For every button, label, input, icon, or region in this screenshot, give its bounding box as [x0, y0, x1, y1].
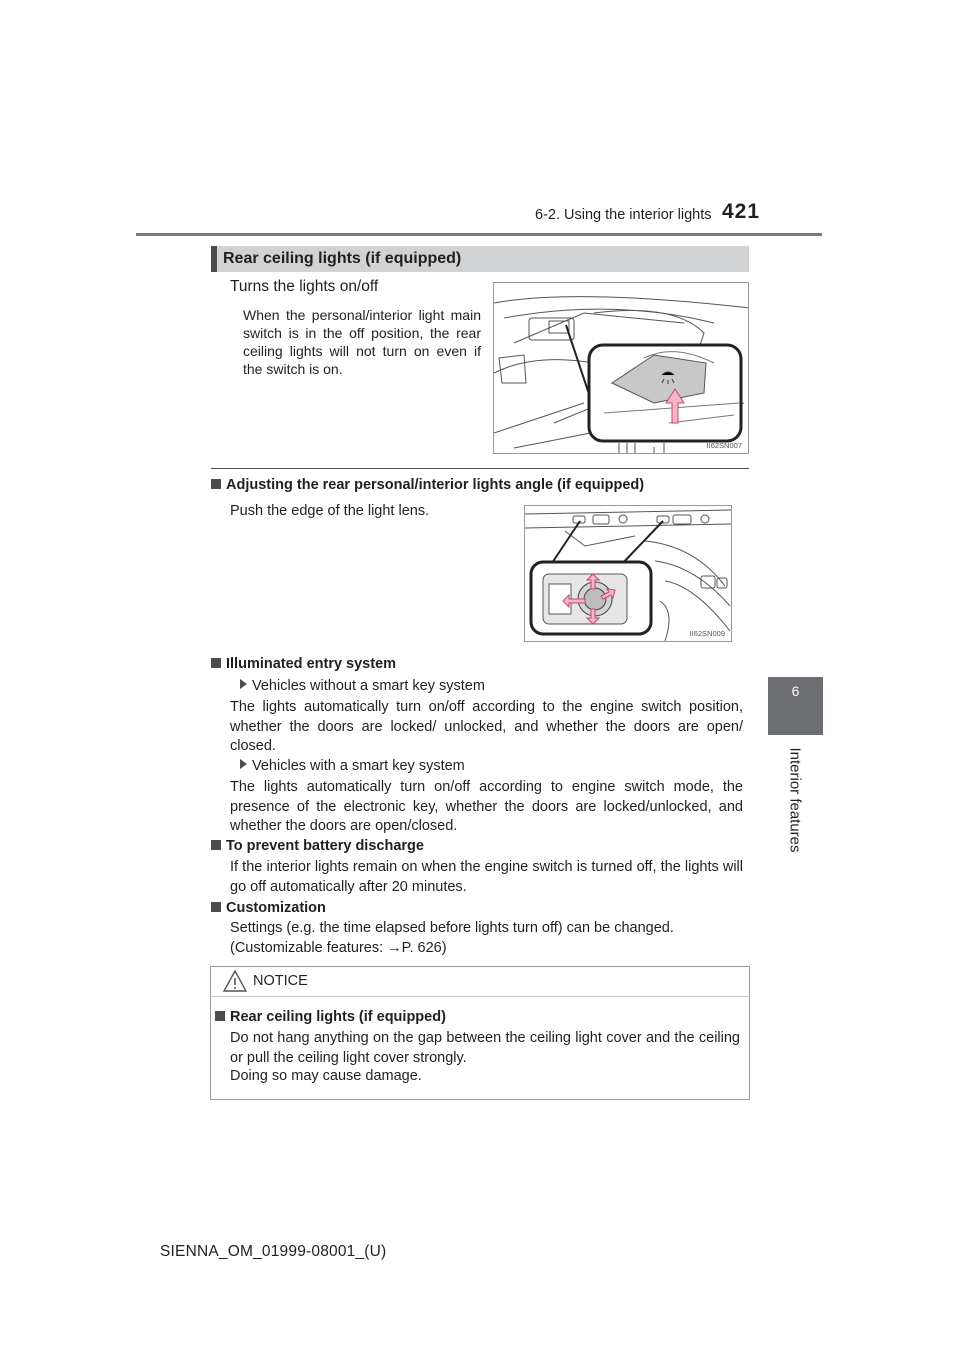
triangle-bullet-icon — [240, 679, 247, 689]
item1-row — [240, 678, 485, 694]
lead-text: Turns the lights on/off — [230, 278, 379, 295]
section-title: Rear ceiling lights (if equipped) — [223, 250, 462, 267]
document-footer: SIENNA_OM_01999-08001_(U) — [160, 1243, 387, 1260]
battery-heading-row — [211, 838, 424, 854]
item1-label: Vehicles without a smart key system — [252, 678, 485, 694]
bullet-square — [211, 840, 221, 850]
warning-icon — [222, 969, 248, 993]
battery-text: If the interior lights remain on when the engine switch is turned off, the lights will go off automatically after 20 minutes. — [230, 859, 743, 895]
chapter-title: Interior features — [786, 747, 804, 853]
divider — [211, 468, 749, 469]
chapter-number: 6 — [791, 683, 800, 699]
notice-line2: Doing so may cause damage. — [230, 1068, 422, 1084]
page-number: 421 — [722, 200, 761, 223]
illuminated-heading-row — [211, 656, 396, 672]
notice-heading-row — [215, 1009, 446, 1025]
figure-code: II62SN009 — [689, 629, 725, 638]
notice-divider — [210, 996, 750, 997]
customization-line2: (Customizable features: →P. 626) — [230, 940, 447, 956]
adjust-text: Push the edge of the light lens. — [230, 503, 430, 519]
battery-heading: To prevent battery discharge — [226, 838, 424, 854]
customization-heading: Customization — [226, 900, 326, 916]
bullet-square — [215, 1011, 225, 1021]
customization-heading-row — [211, 900, 326, 916]
item2-text: The lights automatically turn on/off according to engine switch mode, the presence of the electronic key, whether the doors are locked/unlocked, and whether the doors are open/closed. — [230, 779, 743, 834]
item1-text: The lights automatically turn on/off according to the engine switch position, whether the doors are locked/ unlocked, and whether the doors are open/ closed. — [230, 699, 743, 754]
section-heading-accent — [211, 246, 217, 272]
item2-label: Vehicles with a smart key system — [252, 758, 465, 774]
notice-title: NOTICE — [253, 973, 308, 989]
notice-heading: Rear ceiling lights (if equipped) — [230, 1009, 446, 1025]
note-text: When the personal/interior light main switch is in the off position, the rear ceiling lights will not turn on even if the switch is on. — [243, 307, 481, 377]
figure-code: II62SN007 — [706, 441, 742, 450]
adjust-heading-row — [211, 477, 644, 493]
item2-row — [240, 758, 465, 774]
adjust-heading: Adjusting the rear personal/interior lights angle (if equipped) — [226, 477, 645, 493]
notice-line1: Do not hang anything on the gap between the ceiling light cover and the ceiling or pull the ceiling light cover strongly. — [230, 1030, 740, 1066]
ceiling-light-illustration — [493, 282, 749, 454]
running-header-section: 6-2. Using the interior lights — [535, 207, 712, 223]
triangle-bullet-icon — [240, 759, 247, 769]
light-lens-illustration — [524, 505, 732, 642]
bullet-square — [211, 902, 221, 912]
bullet-square — [211, 479, 221, 489]
illuminated-heading: Illuminated entry system — [226, 656, 397, 672]
bullet-square — [211, 658, 221, 668]
customization-line1: Settings (e.g. the time elapsed before lights turn off) can be changed. — [230, 920, 674, 936]
header-rule — [136, 233, 822, 236]
